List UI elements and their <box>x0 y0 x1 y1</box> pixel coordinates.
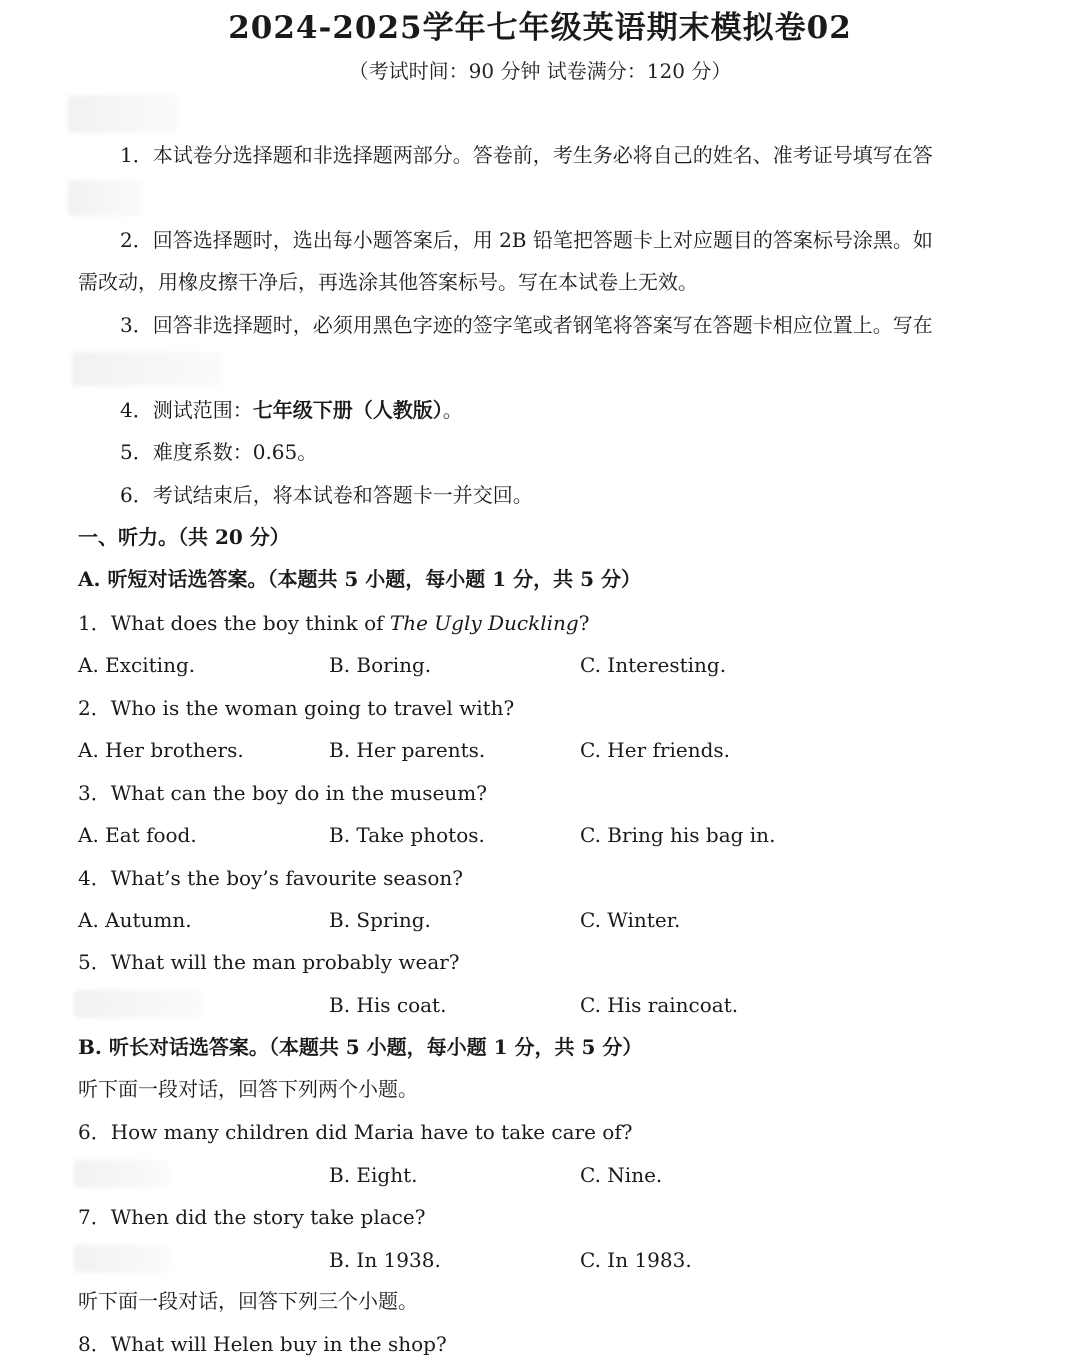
question-8: 8．What will Helen buy in the shop? <box>78 1332 447 1356</box>
q7-option-b: B. In 1938. <box>329 1248 441 1272</box>
dialogue-intro-1: 听下面一段对话，回答下列两个小题。 <box>78 1077 418 1101</box>
question-3: 3．What can the boy do in the museum? <box>78 781 487 805</box>
q4-option-a: A. Autumn. <box>78 908 192 932</box>
instruction-1: 1．本试卷分选择题和非选择题两部分。答卷前，考生务必将自己的姓名、准考证号填写在答 <box>120 143 933 167</box>
story-title: The Ugly Duckling <box>389 611 579 635</box>
q2-option-c: C. Her friends. <box>580 738 730 762</box>
blurred-option <box>74 1245 169 1273</box>
instruction-4-prefix: 4．测试范围： <box>120 398 253 422</box>
blurred-option <box>74 990 204 1018</box>
exam-time-score: （考试时间：90 分钟 试卷满分：120 分） <box>348 59 732 83</box>
instruction-2: 2．回答选择题时，选出每小题答案后，用 2B 铅笔把答题卡上对应题目的答案标号涂黑。如 <box>120 228 933 252</box>
test-scope: 七年级下册（人教版） <box>252 398 443 422</box>
q6-option-c: C. Nine. <box>580 1163 663 1187</box>
q7-option-c: C. In 1983. <box>580 1248 692 1272</box>
instruction-4-suffix: 。 <box>442 398 463 422</box>
blurred-region <box>68 180 143 216</box>
page-title: 2024-2025学年七年级英语期末模拟卷02 <box>228 10 852 46</box>
question-7: 7．When did the story take place? <box>78 1205 426 1229</box>
q1-option-c: C. Interesting. <box>580 653 727 677</box>
instruction-5: 5．难度系数：0.65。 <box>120 440 318 464</box>
blurred-option <box>74 1160 169 1188</box>
q1-option-a: A. Exciting. <box>78 653 196 677</box>
part-a-heading: A. 听短对话选答案。（本题共 5 小题，每小题 1 分，共 5 分） <box>78 567 641 591</box>
blurred-region <box>68 95 178 133</box>
instruction-6: 6．考试结束后，将本试卷和答题卡一并交回。 <box>120 483 533 507</box>
q4-option-b: B. Spring. <box>329 908 431 932</box>
question-4: 4．What’s the boy’s favourite season? <box>78 866 463 890</box>
section-heading: 一、听力。（共 20 分） <box>78 525 290 549</box>
question-2: 2．Who is the woman going to travel with? <box>78 696 515 720</box>
q5-option-b: B. His coat. <box>329 993 447 1017</box>
q2-option-b: B. Her parents. <box>329 738 486 762</box>
question-1 <box>78 609 589 637</box>
q2-option-a: A. Her brothers. <box>78 738 244 762</box>
instruction-2-cont: 需改动，用橡皮擦干净后，再选涂其他答案标号。写在本试卷上无效。 <box>78 270 698 294</box>
q3-option-a: A. Eat food. <box>78 823 197 847</box>
q6-option-b: B. Eight. <box>329 1163 418 1187</box>
instruction-3: 3．回答非选择题时，必须用黑色字迹的签字笔或者钢笔将答案写在答题卡相应位置上。写在 <box>120 313 933 337</box>
part-b-heading: B. 听长对话选答案。（本题共 5 小题，每小题 1 分，共 5 分） <box>78 1035 643 1059</box>
q1-option-b: B. Boring. <box>329 653 432 677</box>
q3-option-b: B. Take photos. <box>329 823 485 847</box>
question-6: 6．How many children did Maria have to take care of? <box>78 1120 633 1144</box>
q5-option-c: C. His raincoat. <box>580 993 739 1017</box>
blurred-region <box>72 352 222 386</box>
question-5: 5．What will the man probably wear? <box>78 950 460 974</box>
instruction-4 <box>120 396 463 424</box>
q3-option-c: C. Bring his bag in. <box>580 823 776 847</box>
question-1-end: ? <box>578 611 590 635</box>
q4-option-c: C. Winter. <box>580 908 681 932</box>
dialogue-intro-2: 听下面一段对话，回答下列三个小题。 <box>78 1289 418 1313</box>
question-1-text: 1．What does the boy think of <box>78 611 390 635</box>
